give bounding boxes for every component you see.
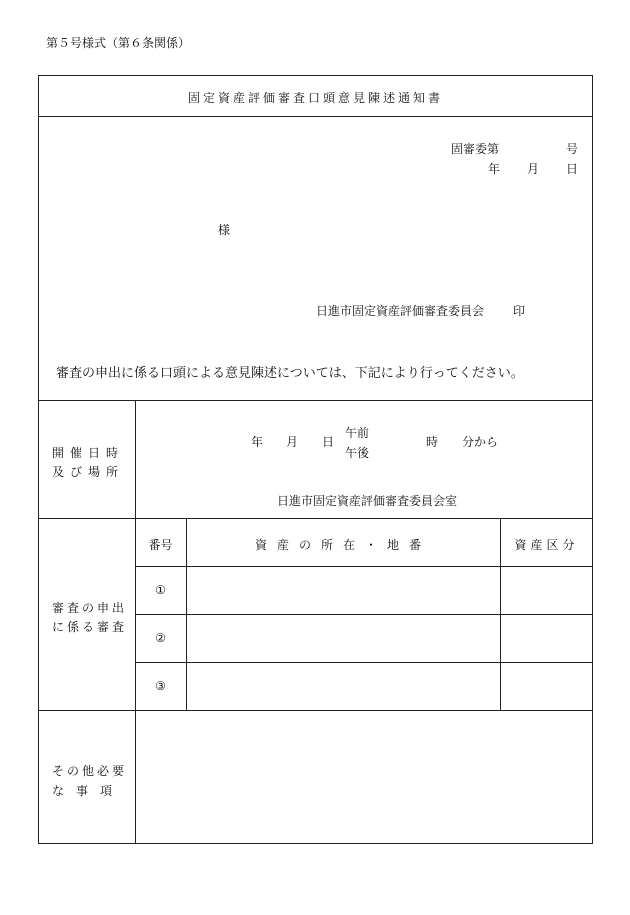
date-day: 日 — [566, 162, 579, 176]
column-header-number: 番号 — [148, 538, 173, 552]
date-year: 年 — [488, 162, 501, 176]
schedule-am: 午前 — [345, 426, 370, 440]
request-row-number-1: ① — [155, 583, 166, 597]
other-top-divider — [38, 710, 593, 711]
seal-mark: 印 — [513, 304, 526, 318]
request-label-line2: に係る審査 — [52, 620, 128, 634]
addressee-honorific: 様 — [218, 223, 231, 237]
request-label-line1: 審査の申出 — [52, 601, 128, 615]
other-label-line1: その他必要 — [52, 764, 128, 778]
schedule-place: 日進市固定資産評価審査委員会室 — [277, 494, 458, 508]
request-header-divider — [135, 566, 593, 567]
date-month: 月 — [527, 162, 540, 176]
request-top-divider — [38, 518, 593, 519]
label-column-divider — [135, 400, 136, 844]
schedule-minute-from: 分から — [462, 435, 499, 449]
schedule-label-line2: 及び場所 — [52, 465, 125, 479]
request-row-divider-2 — [135, 662, 593, 663]
column-header-category: 資産区分 — [514, 538, 579, 552]
request-row-number-2: ② — [155, 631, 166, 645]
schedule-pm: 午後 — [345, 446, 370, 460]
notice-body-text: 審査の申出に係る口頭による意見陳述については、下記により行ってください。 — [56, 366, 524, 381]
schedule-label-line1: 開催日時 — [52, 446, 125, 460]
document-title: 固定資産評価審査口頭意見陳述通知書 — [187, 91, 443, 105]
case-number-prefix: 固審委第 — [451, 142, 500, 156]
schedule-day: 日 — [322, 435, 335, 449]
other-label-line2: な事項 — [52, 784, 125, 798]
title-divider — [38, 116, 593, 117]
schedule-hour: 時 — [426, 435, 439, 449]
schedule-month: 月 — [286, 435, 299, 449]
issuer-name: 日進市固定資産評価審査委員会 — [316, 304, 485, 318]
schedule-year: 年 — [251, 435, 264, 449]
request-row-divider-1 — [135, 614, 593, 615]
request-row-number-3: ③ — [155, 679, 166, 693]
case-number-suffix: 号 — [566, 142, 579, 156]
schedule-top-divider — [38, 400, 593, 401]
column-header-location: 資産の所在・地番 — [254, 538, 431, 552]
form-number-label: 第５号様式（第６条関係） — [46, 36, 191, 50]
